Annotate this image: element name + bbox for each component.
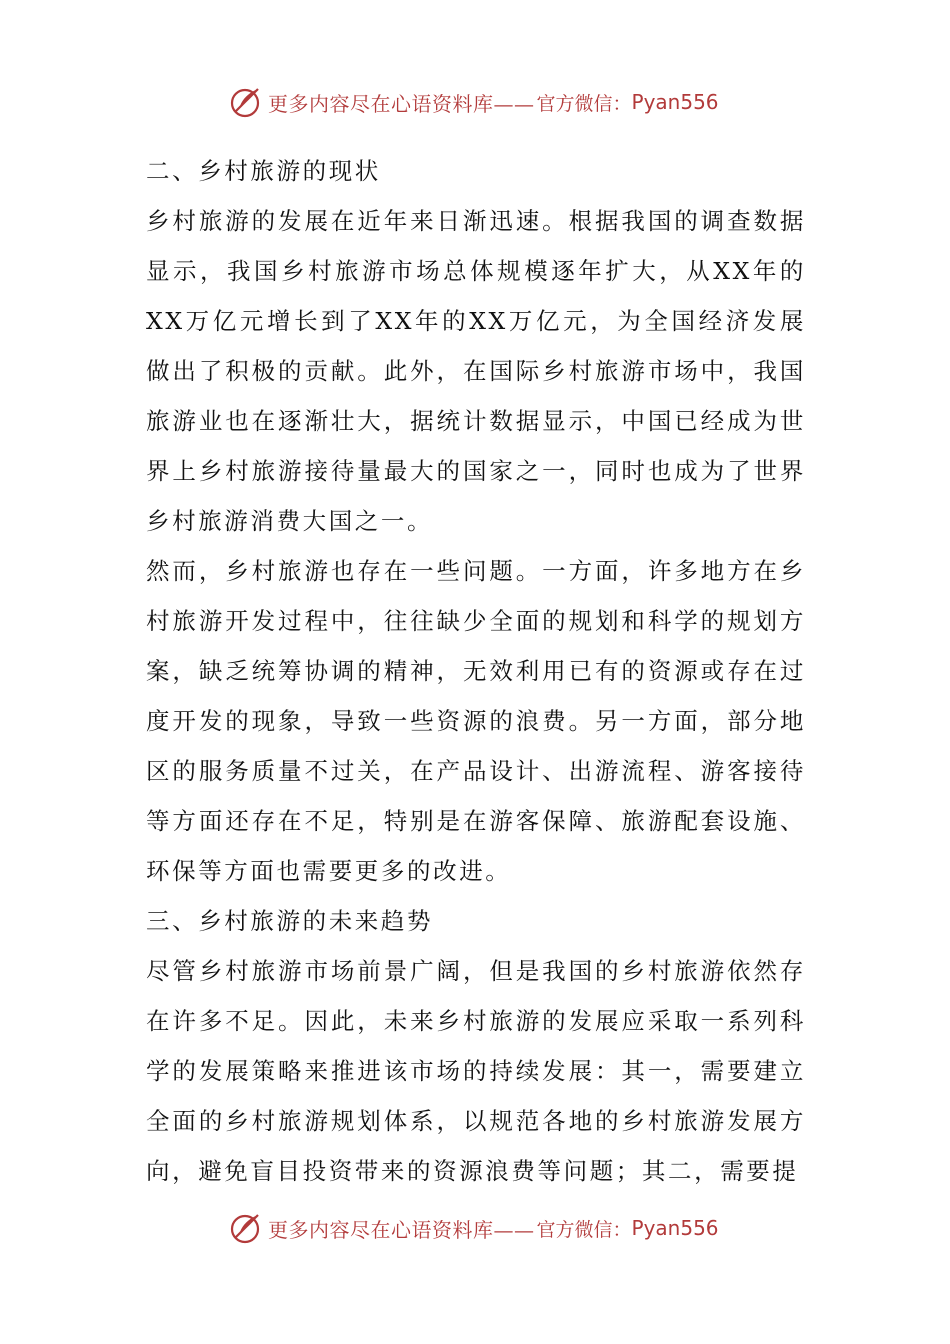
header-banner	[228, 82, 728, 122]
section-heading-2: 二、乡村旅游的现状	[146, 157, 381, 185]
footer-banner	[228, 1208, 728, 1248]
banner-text: 更多内容尽在心语资料库——	[268, 1217, 535, 1242]
banner-text: 更多内容尽在心语资料库——	[268, 91, 535, 116]
wechat-id: Pyan556	[631, 90, 719, 114]
banner-label: 官方微信：	[536, 92, 632, 115]
wechat-id: Pyan556	[631, 1216, 719, 1240]
paragraph-2: 然而，乡村旅游也存在一些问题。一方面，许多地方在乡村旅游开发过程中，往往缺少全面的规划和科学的规划方案，缺乏统筹协调的精神，无效利用已有的资源或存在过度开发的现象，导致一些资源的浪费。另一方面，部分地区的服务质量不过关，在产品设计、出游流程、游客接待等方面还存在不足，特别是在游客保障、旅游配套设施、环保等方面也需要更多的改进。	[146, 557, 806, 885]
quill-pen-logo-icon	[228, 1210, 264, 1246]
section-heading-3: 三、乡村旅游的未来趋势	[146, 907, 434, 935]
paragraph-3: 尽管乡村旅游市场前景广阔，但是我国的乡村旅游依然存在许多不足。因此，未来乡村旅游的发展应采取一系列科学的发展策略来推进该市场的持续发展：其一，需要建立全面的乡村旅游规划体系，以规范各地的乡村旅游发展方向，避免盲目投资带来的资源浪费等问题；其二，需要提	[146, 957, 806, 1185]
quill-pen-logo-icon	[228, 84, 264, 120]
banner-label: 官方微信：	[536, 1218, 632, 1241]
paragraph-1: 乡村旅游的发展在近年来日渐迅速。根据我国的调查数据显示，我国乡村旅游市场总体规模逐年扩大，从XX年的XX万亿元增长到了XX年的XX万亿元，为全国经济发展做出了积极的贡献。此外，在国际乡村旅游市场中，我国旅游业也在逐渐壮大，据统计数据显示，中国已经成为世界上乡村旅游接待量最大的国家之一，同时也成为了世界乡村旅游消费大国之一。	[146, 207, 806, 535]
document-body	[146, 146, 806, 1196]
